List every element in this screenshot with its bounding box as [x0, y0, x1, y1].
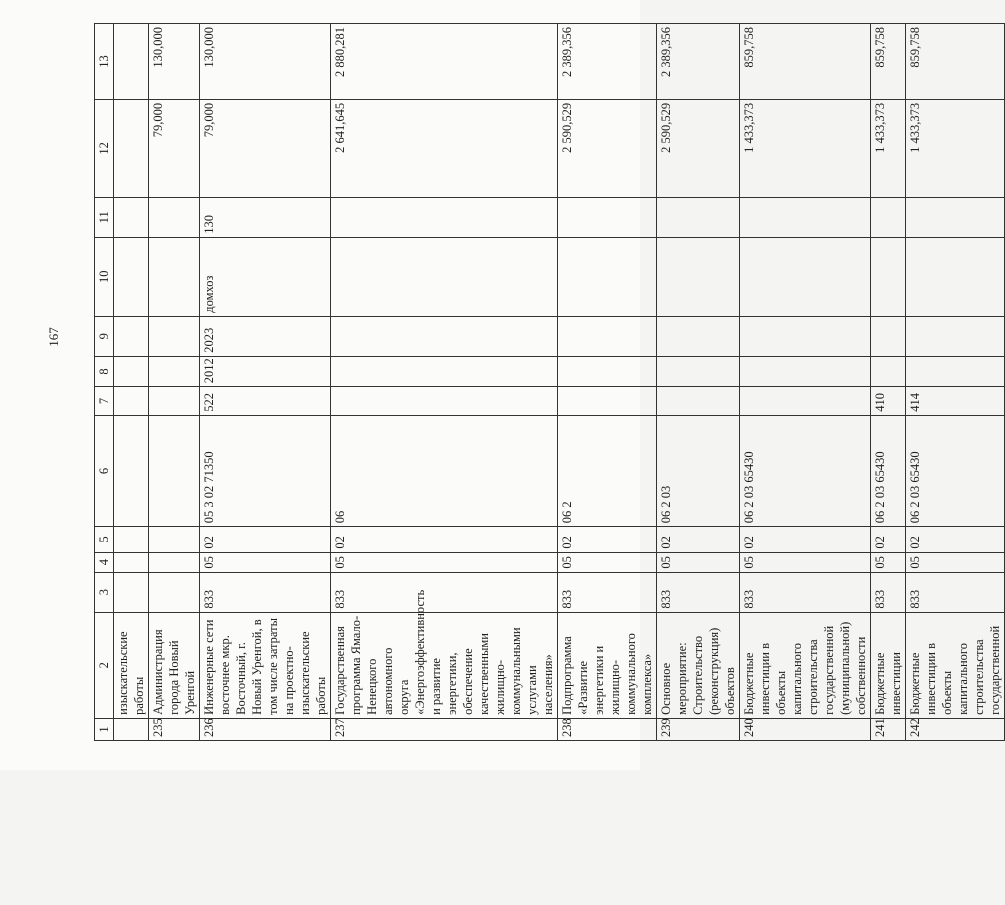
cell-7: 414 — [906, 387, 1005, 415]
cell-5: 02 — [558, 527, 657, 552]
cell-4: 05 — [871, 552, 906, 572]
table-row — [331, 24, 558, 741]
amount-2023-cell: 2 389,356 — [558, 24, 657, 100]
start-year-cell — [558, 356, 657, 387]
cell-10 — [740, 237, 871, 316]
cell-5 — [114, 527, 149, 552]
amount-2022-cell: 2 590,529 — [657, 99, 740, 197]
name-cell: Инженерные сети восточнее мкр. Восточный, г. Новый Уренгой, в том числе затраты на проектно-изыскательские работы — [200, 612, 331, 718]
cell-10 — [871, 237, 906, 316]
table-row — [149, 24, 200, 741]
amount-2023-cell: 2 389,356 — [657, 24, 740, 100]
header-cell: 8 — [95, 356, 114, 387]
cell-10 — [331, 237, 558, 316]
name-cell: Бюджетные инвестиции в объекты капитального строительства государственной — [906, 612, 1005, 718]
name-cell: Основное мероприятие: Строительство (реконструкция) объектов — [657, 612, 740, 718]
row-number-cell: 237 — [331, 718, 558, 740]
start-year-cell — [331, 356, 558, 387]
code-cell: 06 2 03 — [657, 415, 740, 527]
cell-7: 522 — [200, 387, 331, 415]
cell-11 — [558, 197, 657, 237]
header-cell: 10 — [95, 237, 114, 316]
start-year-cell — [114, 356, 149, 387]
cell-4: 05 — [657, 552, 740, 572]
header-cell: 2 — [95, 612, 114, 718]
cell-7: 410 — [871, 387, 906, 415]
header-cell: 5 — [95, 527, 114, 552]
amount-2022-cell: 79,000 — [149, 99, 200, 197]
cell-10 — [906, 237, 1005, 316]
cell-3 — [149, 572, 200, 612]
cell-4 — [149, 552, 200, 572]
table-row — [871, 24, 906, 741]
row-number-cell: 239 — [657, 718, 740, 740]
name-cell: Подпрограмма «Развитие энергетики и жилищно-коммунального комплекса» — [558, 612, 657, 718]
cell-7 — [558, 387, 657, 415]
amount-2023-cell: 859,758 — [871, 24, 906, 100]
header-cell: 3 — [95, 572, 114, 612]
cell-3: 833 — [200, 572, 331, 612]
start-year-cell — [740, 356, 871, 387]
cell-4: 05 — [906, 552, 1005, 572]
cell-5: 02 — [871, 527, 906, 552]
header-cell: 13 — [95, 24, 114, 100]
header-row — [95, 24, 114, 741]
row-number-cell: 235 — [149, 718, 200, 740]
code-cell — [114, 415, 149, 527]
table-body — [95, 24, 1005, 741]
code-cell: 05 3 02 71350 — [200, 415, 331, 527]
header-cell: 4 — [95, 552, 114, 572]
table-row — [200, 24, 331, 741]
amount-2023-cell: 2 880,281 — [331, 24, 558, 100]
code-cell — [149, 415, 200, 527]
row-number-cell: 238 — [558, 718, 657, 740]
cell-3: 833 — [871, 572, 906, 612]
cell-3: 833 — [558, 572, 657, 612]
end-year-cell: 2023 — [200, 316, 331, 356]
end-year-cell — [114, 316, 149, 356]
start-year-cell — [871, 356, 906, 387]
cell-11: 130 — [200, 197, 331, 237]
code-cell: 06 2 03 65430 — [906, 415, 1005, 527]
name-cell: Бюджетные инвестиции — [871, 612, 906, 718]
table-row — [906, 24, 1005, 741]
cell-11 — [114, 197, 149, 237]
cell-5: 02 — [331, 527, 558, 552]
cell-4: 05 — [200, 552, 331, 572]
header-cell: 6 — [95, 415, 114, 527]
start-year-cell — [906, 356, 1005, 387]
cell-7 — [740, 387, 871, 415]
cell-11 — [871, 197, 906, 237]
cell-10: домхоз — [200, 237, 331, 316]
cell-5 — [149, 527, 200, 552]
cell-7 — [331, 387, 558, 415]
header-cell: 12 — [95, 99, 114, 197]
page-number: 167 — [46, 327, 61, 347]
amount-2022-cell: 1 433,373 — [871, 99, 906, 197]
amount-2022-cell: 2 590,529 — [558, 99, 657, 197]
table-row — [657, 24, 740, 741]
start-year-cell — [149, 356, 200, 387]
row-number-cell: 242 — [906, 718, 1005, 740]
amount-2023-cell: 130,000 — [200, 24, 331, 100]
amount-2023-cell: 859,758 — [740, 24, 871, 100]
cell-5: 02 — [657, 527, 740, 552]
start-year-cell: 2012 — [200, 356, 331, 387]
cell-11 — [149, 197, 200, 237]
end-year-cell — [871, 316, 906, 356]
header-cell: 11 — [95, 197, 114, 237]
budget-table — [94, 23, 1005, 741]
row-number-cell — [114, 718, 149, 740]
amount-2022-cell — [114, 99, 149, 197]
header-cell: 7 — [95, 387, 114, 415]
cell-5: 02 — [740, 527, 871, 552]
name-cell: Государственная программа Ямало-Ненецкого автономного округа «Энергоэффективность и развитие энергетики, обеспечение качественными жилищно-коммунальными услугами населения» — [331, 612, 558, 718]
amount-2022-cell: 1 433,373 — [906, 99, 1005, 197]
amount-2022-cell: 1 433,373 — [740, 99, 871, 197]
cell-10 — [657, 237, 740, 316]
cell-11 — [657, 197, 740, 237]
cell-7 — [657, 387, 740, 415]
cell-10 — [558, 237, 657, 316]
row-number-cell: 240 — [740, 718, 871, 740]
header-cell: 9 — [95, 316, 114, 356]
row-number-cell: 236 — [200, 718, 331, 740]
code-cell: 06 2 03 65430 — [871, 415, 906, 527]
start-year-cell — [657, 356, 740, 387]
table-row — [114, 24, 149, 741]
cell-3: 833 — [657, 572, 740, 612]
name-cell: Администрация города Новый Уренгой — [149, 612, 200, 718]
code-cell: 06 2 — [558, 415, 657, 527]
end-year-cell — [558, 316, 657, 356]
cell-11 — [331, 197, 558, 237]
end-year-cell — [149, 316, 200, 356]
cell-5: 02 — [200, 527, 331, 552]
table-row — [558, 24, 657, 741]
cell-4 — [114, 552, 149, 572]
end-year-cell — [657, 316, 740, 356]
name-cell: изыскательские работы — [114, 612, 149, 718]
row-number-cell: 241 — [871, 718, 906, 740]
header-cell: 1 — [95, 718, 114, 740]
cell-4: 05 — [740, 552, 871, 572]
end-year-cell — [740, 316, 871, 356]
cell-3: 833 — [331, 572, 558, 612]
cell-4: 05 — [331, 552, 558, 572]
cell-10 — [149, 237, 200, 316]
cell-11 — [906, 197, 1005, 237]
end-year-cell — [331, 316, 558, 356]
code-cell: 06 — [331, 415, 558, 527]
cell-11 — [740, 197, 871, 237]
amount-2022-cell: 2 641,645 — [331, 99, 558, 197]
amount-2023-cell: 130,000 — [149, 24, 200, 100]
cell-5: 02 — [906, 527, 1005, 552]
cell-10 — [114, 237, 149, 316]
cell-7 — [149, 387, 200, 415]
amount-2022-cell: 79,000 — [200, 99, 331, 197]
cell-7 — [114, 387, 149, 415]
rotated-table-wrapper — [94, 23, 1005, 741]
cell-3 — [114, 572, 149, 612]
code-cell: 06 2 03 65430 — [740, 415, 871, 527]
table-row — [740, 24, 871, 741]
amount-2023-cell: 859,758 — [906, 24, 1005, 100]
cell-3: 833 — [906, 572, 1005, 612]
amount-2023-cell — [114, 24, 149, 100]
end-year-cell — [906, 316, 1005, 356]
cell-3: 833 — [740, 572, 871, 612]
name-cell: Бюджетные инвестиции в объекты капитального строительства государственной (муниципальной) собственности — [740, 612, 871, 718]
cell-4: 05 — [558, 552, 657, 572]
